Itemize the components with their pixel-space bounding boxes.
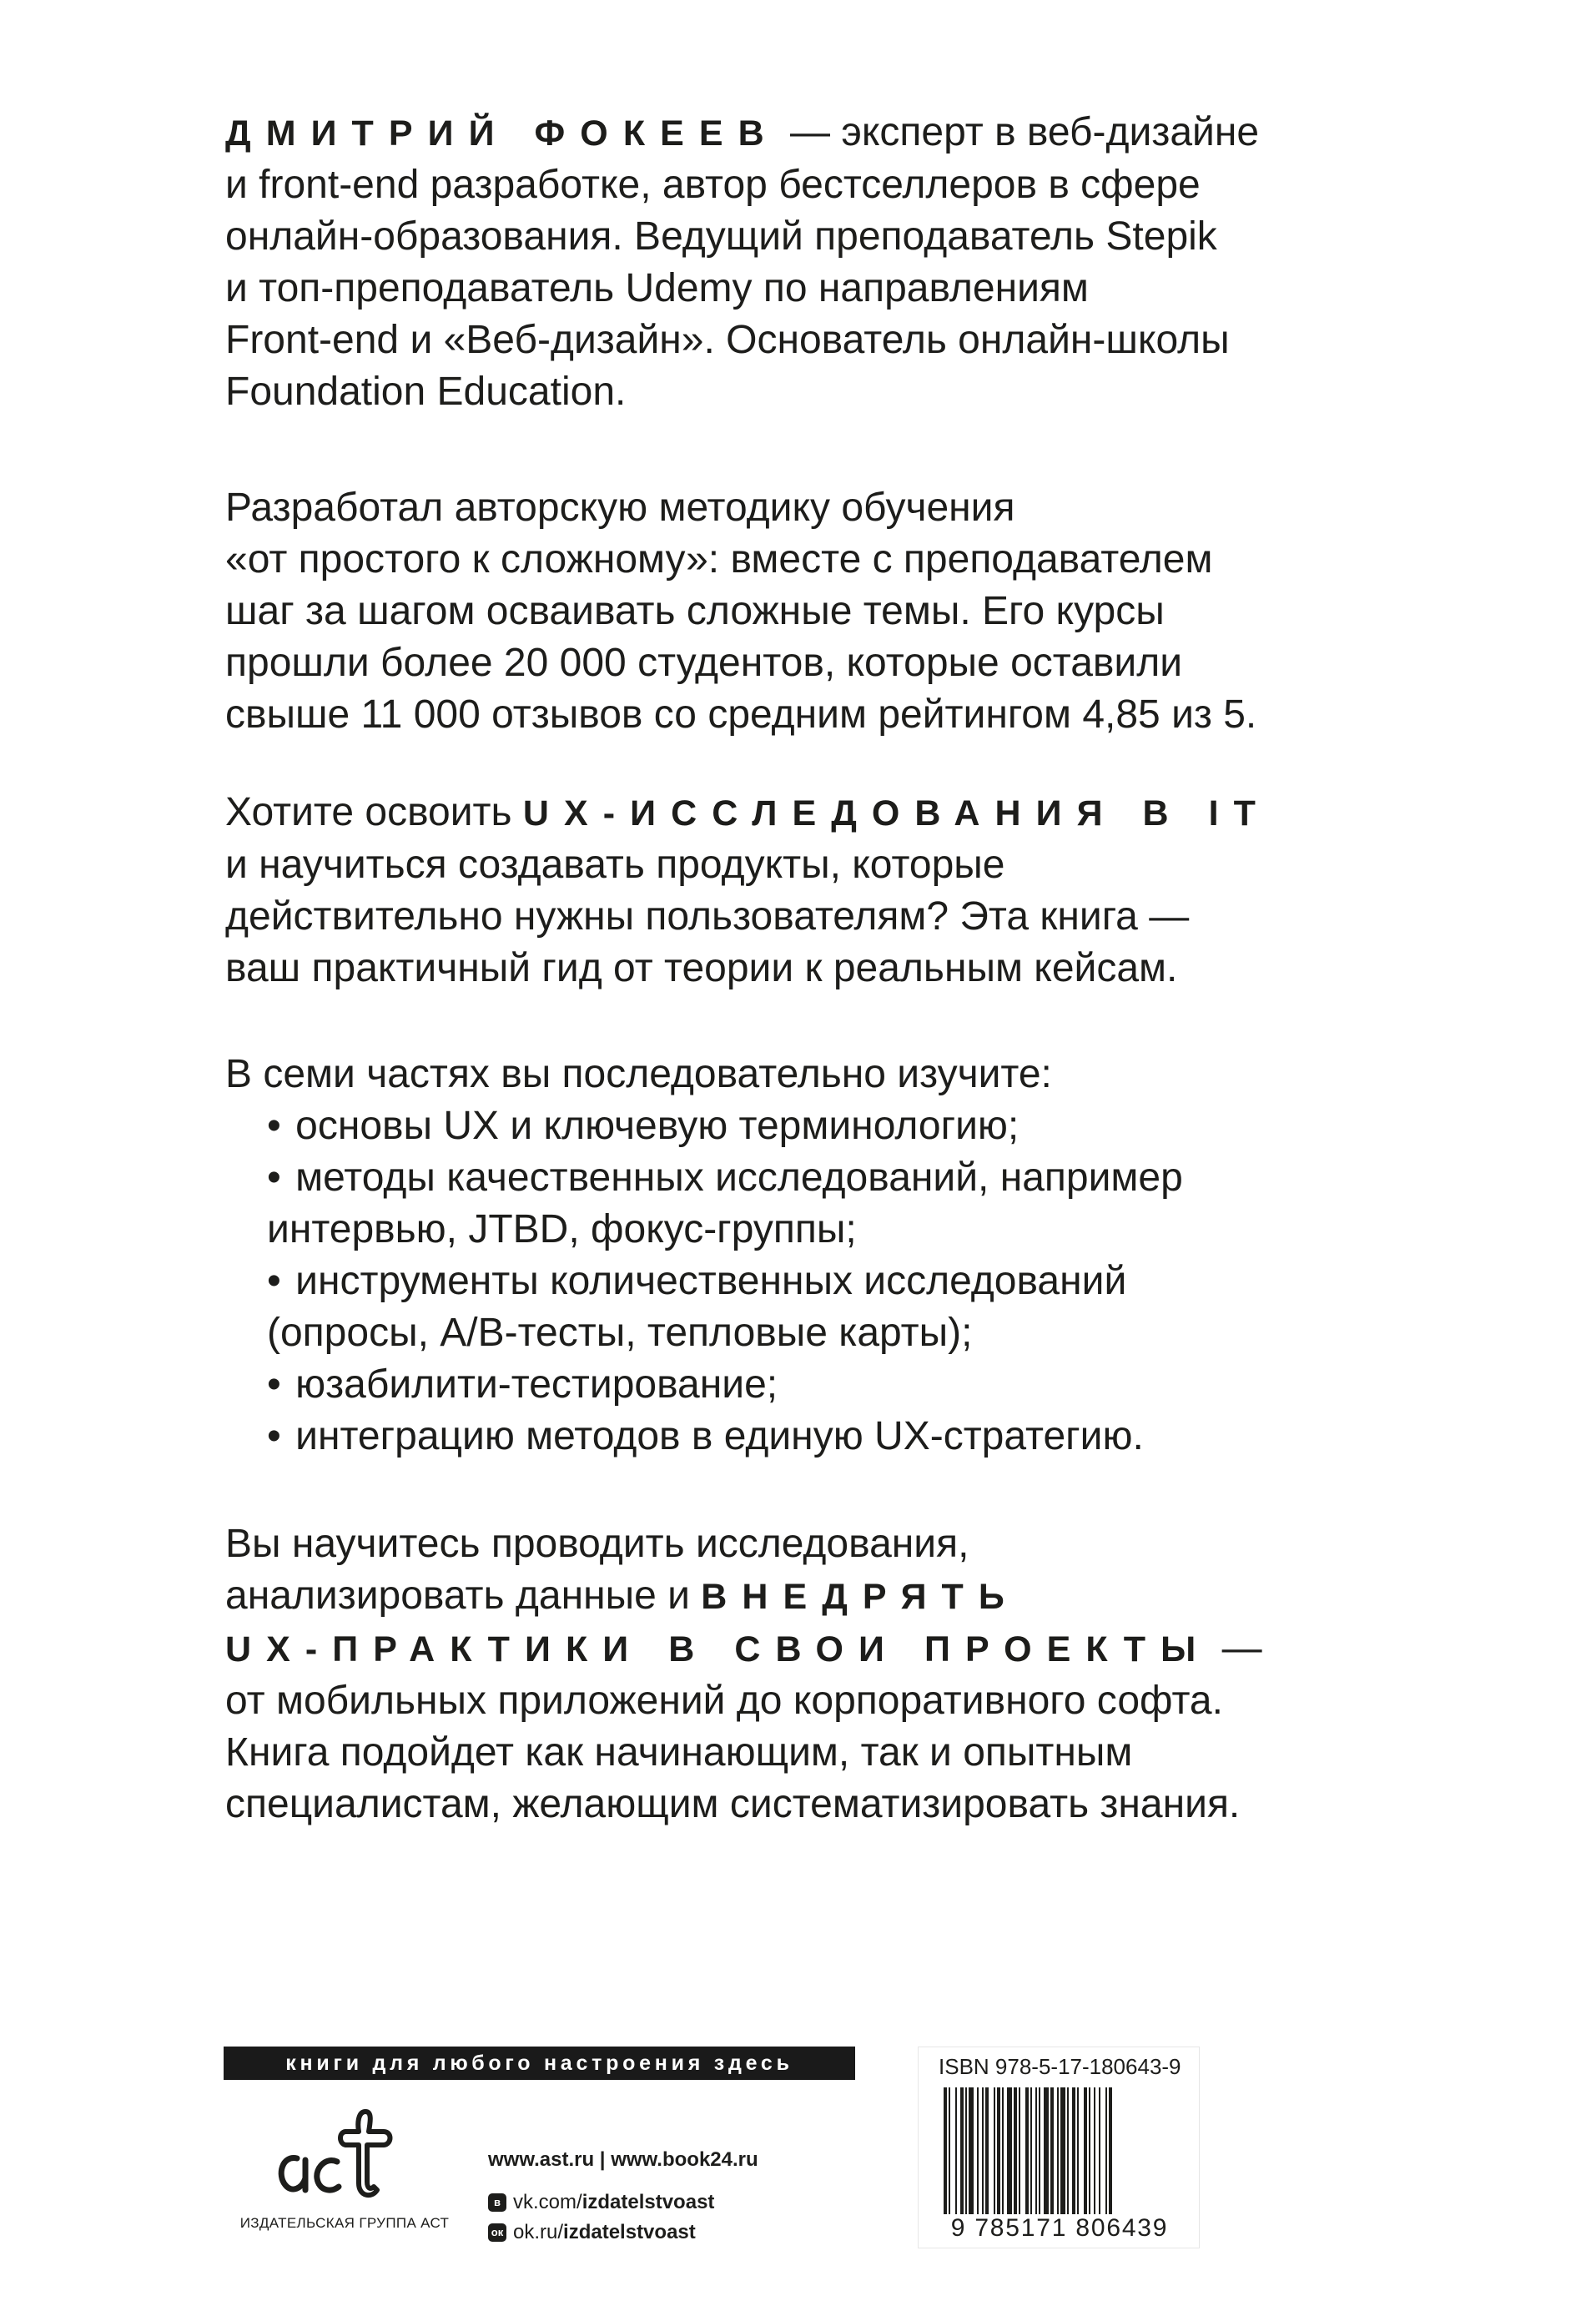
isbn-block xyxy=(918,2047,1200,2248)
method-line: «от простого к сложному»: вместе с преподавателем xyxy=(225,537,1213,582)
barcode-bar xyxy=(997,2087,1000,2214)
barcode-bar xyxy=(985,2087,989,2214)
pitch-paragraph xyxy=(225,787,1410,994)
ast-logo-icon xyxy=(265,2107,432,2207)
barcode-bar xyxy=(1072,2087,1075,2214)
list-item-text: (опросы, A/B-тесты, тепловые карты); xyxy=(267,1311,973,1355)
bio-line-2: и front-end разработке, автор бестселлеров в сфере xyxy=(225,163,1201,207)
barcode-bar xyxy=(1109,2087,1112,2214)
bullet: • xyxy=(267,1414,281,1458)
barcode-bar xyxy=(1019,2087,1020,2214)
barcode-bar xyxy=(1105,2087,1107,2214)
pitch-emphasis: UX-ИССЛЕДОВАНИЯ В IT xyxy=(522,793,1271,833)
ok-handle: izdatelstvoast xyxy=(563,2221,696,2243)
list-item xyxy=(267,1256,1410,1359)
outcome-prefix: анализировать данные и xyxy=(225,1573,702,1618)
outcome-line: от мобильных приложений до корпоративного софта. xyxy=(225,1679,1223,1723)
barcode-bar xyxy=(1067,2087,1069,2214)
bullet: • xyxy=(267,1155,281,1200)
vk-handle: izdatelstvoast xyxy=(582,2191,715,2213)
parts-list xyxy=(225,1100,1410,1463)
vk-link[interactable] xyxy=(488,2191,714,2214)
bio-line-4: и топ-преподаватель Udemy по направлениям xyxy=(225,266,1089,310)
barcode-bar xyxy=(994,2087,995,2214)
outcome-emphasis: ВНЕДРЯТЬ xyxy=(701,1577,1020,1617)
barcode-bar xyxy=(1057,2087,1059,2214)
barcode-digits: 9 785171 806439 xyxy=(950,2214,1169,2242)
pitch-prefix: Хотите освоить xyxy=(225,790,523,834)
vk-icon: в xyxy=(488,2193,506,2212)
barcode-bar xyxy=(1044,2087,1049,2214)
barcode-bar xyxy=(965,2087,967,2214)
author-name: ДМИТРИЙ ФОКЕЕВ xyxy=(225,113,779,154)
bio-line-6: Foundation Education. xyxy=(225,370,627,414)
publisher-name: ИЗДАТЕЛЬСКАЯ ГРУППА АСТ xyxy=(239,2215,450,2231)
bio-text: — эксперт в веб-дизайне xyxy=(778,110,1260,154)
barcode-bar xyxy=(1014,2087,1017,2214)
barcode-bar xyxy=(1089,2087,1090,2214)
method-line: прошли более 20 000 студентов, которые оставили xyxy=(225,641,1183,685)
method-paragraph xyxy=(225,482,1410,741)
barcode-bar xyxy=(949,2087,950,2214)
method-line: свыше 11 000 отзывов со средним рейтингом 4,85 из 5. xyxy=(225,692,1257,737)
barcode-bar xyxy=(944,2087,947,2214)
outcome-line: специалистам, желающим систематизировать знания. xyxy=(225,1782,1241,1826)
outcome-suffix: — xyxy=(1211,1626,1262,1670)
barcode-bar xyxy=(960,2087,964,2214)
list-item xyxy=(267,1152,1410,1256)
bio-line-5: Front-end и «Веб-дизайн». Основатель онлайн-школы xyxy=(225,318,1230,362)
method-line: Разработал авторскую методику обучения xyxy=(225,486,1015,530)
parts-section xyxy=(225,1049,1410,1463)
tagline-text: книги для любого настроения здесь xyxy=(285,2052,793,2075)
vk-prefix: vk.com/ xyxy=(513,2191,582,2213)
list-item xyxy=(267,1100,1410,1152)
outcome-paragraph xyxy=(225,1518,1410,1830)
pitch-line: и научиться создавать продукты, которые xyxy=(225,843,1005,887)
pitch-line: действительно нужны пользователям? Эта книга — xyxy=(225,894,1190,939)
barcode-bar xyxy=(1030,2087,1032,2214)
list-item-text: методы качественных исследований, например xyxy=(295,1155,1183,1200)
bio-line-3: онлайн-образования. Ведущий преподаватель Stepik xyxy=(225,214,1217,259)
barcode-bar xyxy=(1077,2087,1079,2214)
barcode-bar xyxy=(1039,2087,1040,2214)
barcode-bar xyxy=(969,2087,974,2214)
barcode-icon xyxy=(944,2087,1177,2214)
list-item xyxy=(267,1359,1410,1411)
outcome-line-1: Вы научитесь проводить исследования, xyxy=(225,1522,969,1566)
barcode-bar xyxy=(1099,2087,1100,2214)
barcode-bar xyxy=(1094,2087,1095,2214)
barcode-bar xyxy=(1050,2087,1054,2214)
parts-intro: В семи частях вы последовательно изучите: xyxy=(225,1052,1052,1096)
pitch-line-1 xyxy=(225,787,1410,839)
barcode-bar xyxy=(1025,2087,1029,2214)
barcode-bar xyxy=(1007,2087,1012,2214)
bullet: • xyxy=(267,1362,281,1407)
method-line: шаг за шагом осваивать сложные темы. Его курсы xyxy=(225,589,1165,633)
list-item-text: интеграцию методов в единую UX-стратегию. xyxy=(295,1414,1144,1458)
ok-icon: ок xyxy=(488,2223,506,2242)
website-links[interactable]: www.ast.ru | www.book24.ru xyxy=(488,2148,758,2171)
barcode-bar xyxy=(1084,2087,1087,2214)
bullet: • xyxy=(267,1259,281,1303)
outcome-line-3 xyxy=(225,1623,1410,1675)
list-item-text: интервью, JTBD, фокус-группы; xyxy=(267,1207,857,1251)
barcode-bar xyxy=(955,2087,957,2214)
publisher-logo xyxy=(265,2107,432,2207)
bio-line-1 xyxy=(225,107,1410,159)
bullet: • xyxy=(267,1104,281,1148)
barcode-bar xyxy=(982,2087,984,2214)
ok-prefix: ok.ru/ xyxy=(513,2221,564,2243)
ok-link[interactable] xyxy=(488,2221,696,2244)
list-item-text: юзабилити-тестирование; xyxy=(295,1362,778,1407)
barcode-bar xyxy=(1035,2087,1037,2214)
list-item xyxy=(267,1411,1410,1463)
author-bio xyxy=(225,107,1410,418)
isbn-number: ISBN 978-5-17-180643-9 xyxy=(939,2054,1181,2079)
outcome-line: Книга подойдет как начинающим, так и опытным xyxy=(225,1730,1133,1775)
barcode-bar xyxy=(977,2087,979,2214)
barcode-bar xyxy=(1060,2087,1065,2214)
list-item-text: инструменты количественных исследований xyxy=(295,1259,1127,1303)
outcome-line-2 xyxy=(225,1570,1410,1623)
list-item-text: основы UX и ключевую терминологию; xyxy=(295,1104,1020,1148)
barcode-bar xyxy=(1002,2087,1004,2214)
tagline-bar xyxy=(224,2047,855,2080)
outcome-emphasis: UX-ПРАКТИКИ В СВОИ ПРОЕКТЫ xyxy=(225,1629,1211,1669)
pitch-line: ваш практичный гид от теории к реальным кейсам. xyxy=(225,946,1178,990)
